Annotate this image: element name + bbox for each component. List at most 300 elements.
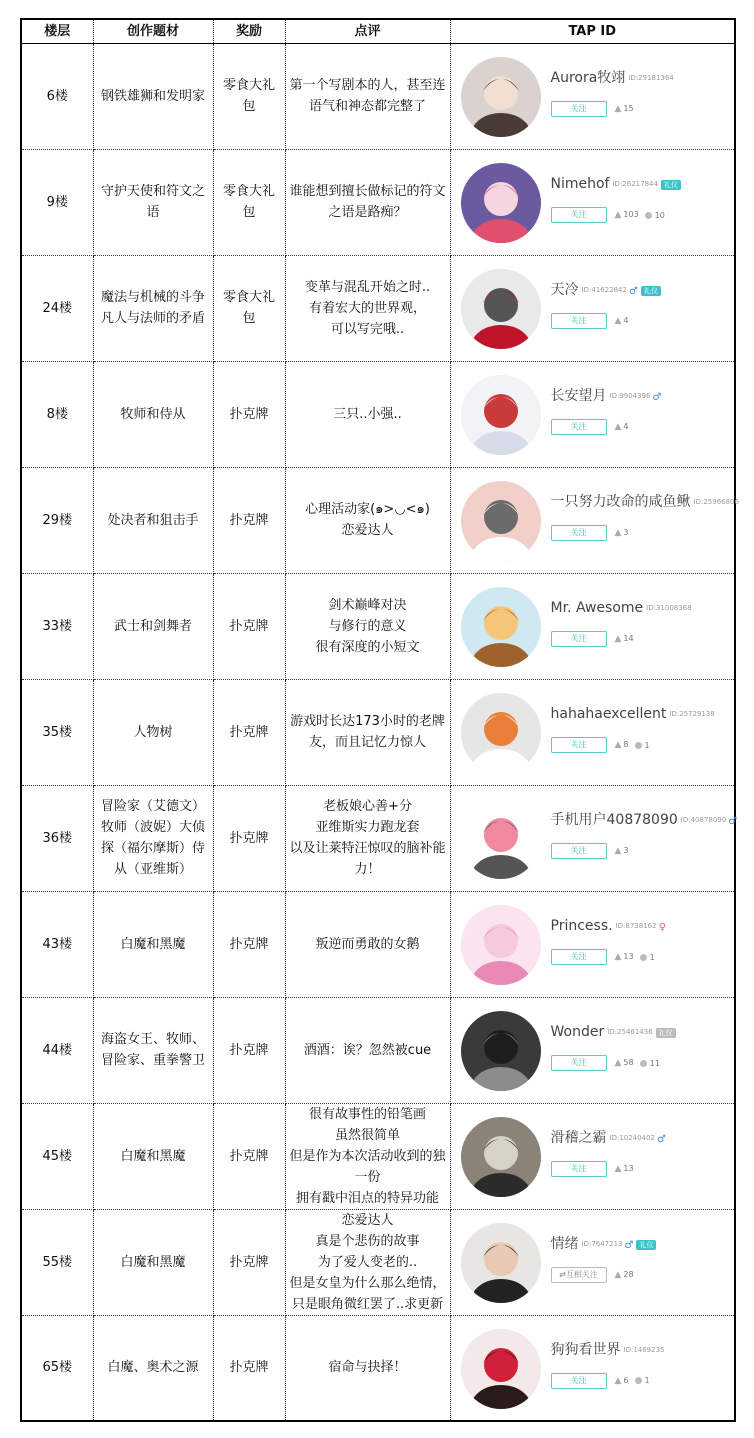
comment-value: 1 <box>649 952 655 962</box>
user-card <box>451 256 735 360</box>
follow-button[interactable]: 关注 <box>551 525 607 541</box>
like-count <box>615 952 634 961</box>
avatar[interactable] <box>461 587 541 667</box>
comment-icon <box>645 212 652 219</box>
table-row <box>21 573 735 679</box>
tap-id-cell <box>450 1315 735 1421</box>
avatar-image <box>461 1011 541 1091</box>
male-icon: ♂ <box>628 286 638 297</box>
comment-line: 可以写完哦.. <box>330 321 405 337</box>
avatar[interactable] <box>461 1117 541 1197</box>
user-card <box>451 44 735 148</box>
comment-line: 为了爱人变老的.. <box>317 1254 418 1270</box>
follow-button[interactable]: 关注 <box>551 1055 607 1071</box>
comment-line: 很有深度的小短文 <box>315 639 420 655</box>
user-card <box>451 892 735 996</box>
theme-line: 白魔、奥术之源 <box>107 1360 199 1376</box>
table-row <box>21 891 735 997</box>
thumbs-up-icon: ▲ <box>614 1375 622 1386</box>
table-row <box>21 43 735 149</box>
comment-line: 谁能想到擅长做标记的符文之语是路痴？ <box>289 184 446 220</box>
comment-line: 与修行的意义 <box>328 618 407 634</box>
comment-line: 以及让莱特汪惊叹的脑补能 <box>289 841 446 856</box>
follow-button[interactable]: 关注 <box>551 207 607 223</box>
like-count <box>615 740 629 749</box>
like-count <box>615 1164 634 1173</box>
status-badge: 礼仪 <box>656 1028 676 1038</box>
user-name[interactable]: 情绪 <box>550 1236 579 1252</box>
tap-id-cell <box>450 997 735 1103</box>
comment-count <box>640 1059 660 1068</box>
theme-line: 从（亚维斯） <box>113 862 192 877</box>
like-value: 103 <box>623 210 639 219</box>
follow-button[interactable]: 关注 <box>551 1161 607 1177</box>
reward-cell: 扑克牌 <box>213 785 285 891</box>
floor-cell: 33楼 <box>21 573 93 679</box>
tap-id-cell <box>450 891 735 997</box>
thumbs-up-icon: ▲ <box>614 952 622 962</box>
user-name-line <box>551 174 681 195</box>
user-id: ID:26217844 <box>612 180 658 188</box>
comment-cell <box>285 891 450 997</box>
like-count <box>615 316 629 325</box>
comment-icon <box>640 954 647 961</box>
user-name[interactable]: Aurora牧翊 <box>550 70 626 86</box>
theme-cell <box>93 1103 213 1209</box>
theme-line: 处决者和狙击手 <box>107 512 199 528</box>
user-info <box>551 892 731 996</box>
table-body <box>21 43 739 1421</box>
like-count <box>615 1270 634 1279</box>
user-name-line <box>551 704 715 725</box>
user-name[interactable]: Princess. <box>550 918 613 934</box>
avatar[interactable] <box>461 269 541 349</box>
comment-icon <box>635 1377 642 1384</box>
user-info <box>551 998 731 1102</box>
user-card <box>451 680 735 784</box>
floor-cell: 36楼 <box>21 785 93 891</box>
user-id: ID:29181364 <box>628 74 674 82</box>
theme-cell <box>93 785 213 891</box>
follow-button[interactable]: ⇄互相关注 <box>551 1267 607 1283</box>
thumbs-up-icon: ▲ <box>614 528 622 538</box>
user-name-line <box>551 68 674 89</box>
tap-id-cell <box>450 679 735 785</box>
award-table <box>20 18 739 1422</box>
user-id: ID:9904396 <box>609 392 651 400</box>
user-name[interactable]: 一只努力改命的咸鱼鳅 <box>550 494 691 510</box>
theme-line: 探（福尔摩斯）侍 <box>100 841 205 856</box>
theme-line: 白魔和黑魔 <box>120 936 186 952</box>
comment-line: 酒酒：诶？忽然被cue <box>303 1042 432 1058</box>
avatar[interactable] <box>461 57 541 137</box>
floor-cell: 45楼 <box>21 1103 93 1209</box>
thumbs-up-icon: ▲ <box>614 316 622 326</box>
avatar-image <box>461 163 541 243</box>
theme-cell <box>93 149 213 255</box>
theme-cell <box>93 997 213 1103</box>
thumbs-up-icon: ▲ <box>614 634 622 644</box>
comment-line: 但是女皇为什么那么绝情， <box>289 1275 446 1291</box>
floor-cell: 65楼 <box>21 1315 93 1421</box>
follow-button[interactable]: 关注 <box>551 843 607 859</box>
header-theme: 创作题材 <box>93 19 213 43</box>
follow-button[interactable]: 关注 <box>551 737 607 753</box>
user-name[interactable]: 滑稽之霸 <box>550 1130 607 1146</box>
comment-line: 拥有戳中泪点的特异功能 <box>295 1190 439 1206</box>
comment-line: 只是眼角微红罢了..求更新 <box>291 1296 444 1312</box>
like-count <box>615 634 634 643</box>
comment-line: 一份 <box>354 1169 381 1185</box>
comment-line: 宿命与抉择！ <box>328 1360 407 1376</box>
like-value: 58 <box>623 1058 634 1067</box>
comment-cell <box>285 1315 450 1421</box>
user-name-line <box>551 598 692 619</box>
theme-line: 牧师和侍从 <box>120 406 186 422</box>
comment-line: 恋爱达人 <box>341 1212 394 1228</box>
reward-cell: 扑克牌 <box>213 1103 285 1209</box>
user-info <box>551 1210 731 1314</box>
thumbs-up-icon: ▲ <box>614 1058 622 1068</box>
thumbs-up-icon: ▲ <box>614 1270 622 1280</box>
user-name-line <box>551 810 738 832</box>
comment-icon <box>640 1060 647 1067</box>
avatar-image <box>461 481 541 561</box>
comment-line: 虽然很简单 <box>334 1127 400 1143</box>
comment-line: 叛逆而勇敢的女鹅 <box>315 936 420 952</box>
table-row <box>21 1209 735 1315</box>
theme-line: 人物树 <box>133 724 173 740</box>
like-value: 3 <box>623 846 629 855</box>
comment-count <box>645 211 665 220</box>
user-actions <box>551 734 650 756</box>
theme-line: 冒险家（艾德文） <box>100 799 205 814</box>
comment-line: 老板娘心善+分 <box>323 799 412 814</box>
like-count <box>615 1058 634 1067</box>
theme-cell <box>93 679 213 785</box>
user-name[interactable]: 狗狗看世界 <box>550 1341 621 1358</box>
theme-line: 守护天使和符文之语 <box>100 184 205 220</box>
comment-line: 三只..小强.. <box>333 406 402 422</box>
comment-line: 亚维斯实力跑龙套 <box>315 820 420 835</box>
theme-line: 白魔和黑魔 <box>120 1254 186 1270</box>
user-actions <box>551 310 629 332</box>
user-name[interactable]: hahahaexcellent <box>550 706 667 722</box>
floor-cell: 6楼 <box>21 43 93 149</box>
like-value: 3 <box>623 528 629 537</box>
theme-cell <box>93 255 213 361</box>
comment-value: 1 <box>644 1376 650 1386</box>
user-card <box>451 998 735 1102</box>
reward-cell: 扑克牌 <box>213 573 285 679</box>
thumbs-up-icon: ▲ <box>614 1164 622 1174</box>
like-value: 4 <box>623 316 629 325</box>
comment-line: 真是个悲伤的故事 <box>315 1233 420 1249</box>
follow-button[interactable]: 关注 <box>551 631 607 647</box>
user-name[interactable]: 天冷 <box>550 282 579 298</box>
header-comment: 点评 <box>285 19 450 43</box>
male-icon: ♂ <box>624 1240 634 1251</box>
user-card <box>451 1210 735 1314</box>
floor-cell: 43楼 <box>21 891 93 997</box>
tap-id-cell <box>450 43 735 149</box>
avatar[interactable] <box>461 375 541 455</box>
table-row <box>21 361 735 467</box>
reward-cell: 零食大礼包 <box>213 43 285 149</box>
comment-icon <box>635 742 642 749</box>
user-actions <box>551 1370 650 1392</box>
user-name-line <box>551 386 662 408</box>
user-name[interactable]: 长安望月 <box>550 388 607 404</box>
thumbs-up-icon: ▲ <box>614 422 622 432</box>
comment-cell <box>285 361 450 467</box>
reward-cell: 扑克牌 <box>213 467 285 573</box>
avatar[interactable] <box>461 905 541 985</box>
user-info <box>550 786 738 890</box>
comment-line: 但是作为本次活动收到的独 <box>289 1148 446 1164</box>
avatar[interactable] <box>461 481 541 561</box>
comment-cell <box>285 679 450 785</box>
user-info <box>551 574 731 678</box>
table-row <box>21 467 735 573</box>
follow-button[interactable]: 关注 <box>551 313 607 329</box>
user-card <box>451 1316 735 1420</box>
like-count <box>615 210 639 219</box>
comment-count <box>640 953 655 962</box>
status-badge: 礼仪 <box>661 180 681 190</box>
tap-id-cell <box>450 785 738 891</box>
user-actions <box>551 1158 634 1180</box>
comment-cell <box>285 997 450 1103</box>
avatar-image <box>461 799 541 879</box>
floor-cell: 29楼 <box>21 467 93 573</box>
user-id: ID:1469235 <box>623 1345 665 1354</box>
user-actions <box>551 1264 634 1286</box>
like-value: 8 <box>623 740 629 749</box>
theme-cell <box>93 1315 213 1421</box>
user-name-line <box>551 1022 676 1043</box>
reward-cell: 零食大礼包 <box>213 149 285 255</box>
avatar-image <box>461 693 541 773</box>
avatar-image <box>461 375 541 455</box>
theme-line: 钢铁雄狮和发明家 <box>100 88 205 104</box>
user-name-line <box>551 492 739 513</box>
like-value: 14 <box>623 634 634 643</box>
user-actions <box>551 1052 660 1074</box>
comment-cell <box>285 149 450 255</box>
floor-cell: 35楼 <box>21 679 93 785</box>
floor-cell: 9楼 <box>21 149 93 255</box>
comment-value: 11 <box>649 1058 660 1068</box>
user-info <box>551 680 731 784</box>
user-info <box>551 44 731 148</box>
header-tap-id: TAP ID <box>450 19 735 43</box>
tap-id-cell <box>450 1103 735 1209</box>
male-icon: ♂ <box>728 816 738 827</box>
floor-cell: 8楼 <box>21 361 93 467</box>
theme-line: 魔法与机械的斗争 <box>100 290 205 305</box>
avatar[interactable] <box>461 1329 541 1409</box>
comment-count <box>635 741 650 750</box>
avatar-image <box>461 587 541 667</box>
follow-button[interactable]: 关注 <box>551 1373 607 1389</box>
follow-button[interactable]: 关注 <box>551 949 607 965</box>
comment-line: 第一个写剧本的人，甚至连语气和神态都完整了 <box>289 78 446 114</box>
avatar-image <box>461 57 541 137</box>
status-badge: 礼仪 <box>641 286 661 296</box>
table-row <box>21 1103 735 1209</box>
user-name[interactable]: Wonder <box>550 1024 605 1040</box>
user-card <box>451 362 735 466</box>
comment-cell <box>285 573 450 679</box>
floor-cell: 44楼 <box>21 997 93 1103</box>
male-icon: ♂ <box>652 392 662 403</box>
like-value: 13 <box>623 952 634 961</box>
user-name-line <box>551 916 666 938</box>
avatar-image <box>461 1117 541 1197</box>
user-card <box>451 150 735 254</box>
thumbs-up-icon: ▲ <box>614 740 622 750</box>
user-id: ID:25461436 <box>607 1028 653 1036</box>
theme-line: 海盗女王、牧师、 <box>100 1032 205 1047</box>
comment-value: 10 <box>654 210 665 220</box>
user-actions <box>551 946 655 968</box>
theme-cell <box>93 467 213 573</box>
user-name-line <box>551 280 661 302</box>
user-name[interactable]: Nimehof <box>550 176 610 192</box>
header-floor: 楼层 <box>21 19 93 43</box>
like-count <box>615 1376 629 1385</box>
like-count <box>615 104 634 113</box>
follow-button[interactable]: 关注 <box>551 101 607 117</box>
comment-cell <box>285 255 450 361</box>
user-id: ID:31008368 <box>646 604 692 612</box>
avatar-image <box>461 269 541 349</box>
theme-cell <box>93 573 213 679</box>
follow-button[interactable]: 关注 <box>551 419 607 435</box>
user-id: ID:7647213 <box>581 1240 623 1248</box>
like-count <box>615 422 629 431</box>
comment-cell <box>285 1103 450 1209</box>
reward-cell: 扑克牌 <box>213 891 285 997</box>
user-id: ID:8738162 <box>615 922 657 930</box>
reward-cell: 扑克牌 <box>213 1209 285 1315</box>
table-row <box>21 997 735 1103</box>
avatar[interactable] <box>461 1223 541 1303</box>
theme-line: 牧师（波妮）大侦 <box>100 820 205 835</box>
table-row <box>21 785 735 891</box>
theme-line: 武士和剑舞者 <box>113 618 192 634</box>
reward-cell: 扑克牌 <box>213 997 285 1103</box>
like-value: 4 <box>623 422 629 431</box>
like-value: 15 <box>623 104 634 113</box>
comment-cell <box>285 1209 450 1315</box>
user-id: ID:25729138 <box>669 710 715 718</box>
user-actions <box>551 522 629 544</box>
user-name[interactable]: 手机用户40878090 <box>550 812 678 828</box>
tap-id-cell <box>450 1209 735 1315</box>
avatar[interactable] <box>461 163 541 243</box>
user-id: ID:10240402 <box>609 1134 655 1142</box>
user-name-line <box>551 1340 665 1361</box>
floor-cell: 55楼 <box>21 1209 93 1315</box>
theme-cell <box>93 1209 213 1315</box>
table-row <box>21 679 735 785</box>
theme-line: 冒险家、重拳警卫 <box>100 1053 205 1068</box>
female-icon: ♀ <box>658 922 666 933</box>
tap-id-cell <box>450 255 735 361</box>
thumbs-up-icon: ▲ <box>614 104 622 114</box>
header-reward: 奖励 <box>213 19 285 43</box>
user-actions <box>551 840 629 862</box>
comment-value: 1 <box>644 740 650 750</box>
theme-cell <box>93 43 213 149</box>
user-actions <box>551 98 634 120</box>
like-count <box>615 846 629 855</box>
tap-id-cell <box>450 361 735 467</box>
reward-cell: 扑克牌 <box>213 361 285 467</box>
like-value: 28 <box>623 1270 634 1279</box>
comment-line: 心理活动家(๑>◡<๑) <box>305 502 430 517</box>
table-row <box>21 255 735 361</box>
reward-cell: 扑克牌 <box>213 679 285 785</box>
user-card <box>451 574 735 678</box>
theme-cell <box>93 361 213 467</box>
user-name-line <box>551 1234 657 1256</box>
user-info <box>551 1104 731 1208</box>
status-badge: 礼仪 <box>636 1240 656 1250</box>
comment-cell <box>285 43 450 149</box>
comment-line: 游戏时长达173小时的老牌友，而且记忆力惊人 <box>290 714 445 750</box>
comment-line: 恋爱达人 <box>341 523 394 538</box>
male-icon: ♂ <box>656 1134 666 1145</box>
thumbs-up-icon: ▲ <box>614 846 622 856</box>
theme-line: 白魔和黑魔 <box>120 1148 186 1164</box>
user-name-line <box>551 1128 666 1150</box>
avatar[interactable] <box>461 799 541 879</box>
thumbs-up-icon: ▲ <box>614 210 622 220</box>
user-id: ID:41622842 <box>581 286 627 294</box>
comment-line: 变革与混乱开始之时.. <box>304 279 431 295</box>
user-card <box>451 786 738 890</box>
user-id: ID:25966806 <box>693 498 739 506</box>
comment-cell <box>285 467 450 573</box>
theme-cell <box>93 891 213 997</box>
comment-count <box>635 1376 650 1385</box>
user-actions <box>551 416 629 438</box>
user-actions <box>551 628 634 650</box>
comment-line: 很有故事性的铅笔画 <box>308 1106 426 1122</box>
like-value: 13 <box>623 1164 634 1173</box>
user-info <box>551 1316 731 1420</box>
user-info <box>550 468 739 572</box>
like-count <box>615 528 629 537</box>
reward-cell: 扑克牌 <box>213 1315 285 1421</box>
reward-cell: 零食大礼包 <box>213 255 285 361</box>
avatar-image <box>461 1223 541 1303</box>
comment-line: 力！ <box>354 862 381 877</box>
tap-id-cell <box>450 149 735 255</box>
user-info <box>551 362 731 466</box>
avatar[interactable] <box>461 1011 541 1091</box>
avatar[interactable] <box>461 693 541 773</box>
table-row <box>21 1315 735 1421</box>
user-name[interactable]: Mr. Awesome <box>550 600 644 616</box>
user-id: ID:40878090 <box>680 816 727 824</box>
like-value: 6 <box>623 1375 629 1385</box>
table-header-row <box>21 19 735 43</box>
comment-line: 剑术巅峰对决 <box>328 597 407 613</box>
